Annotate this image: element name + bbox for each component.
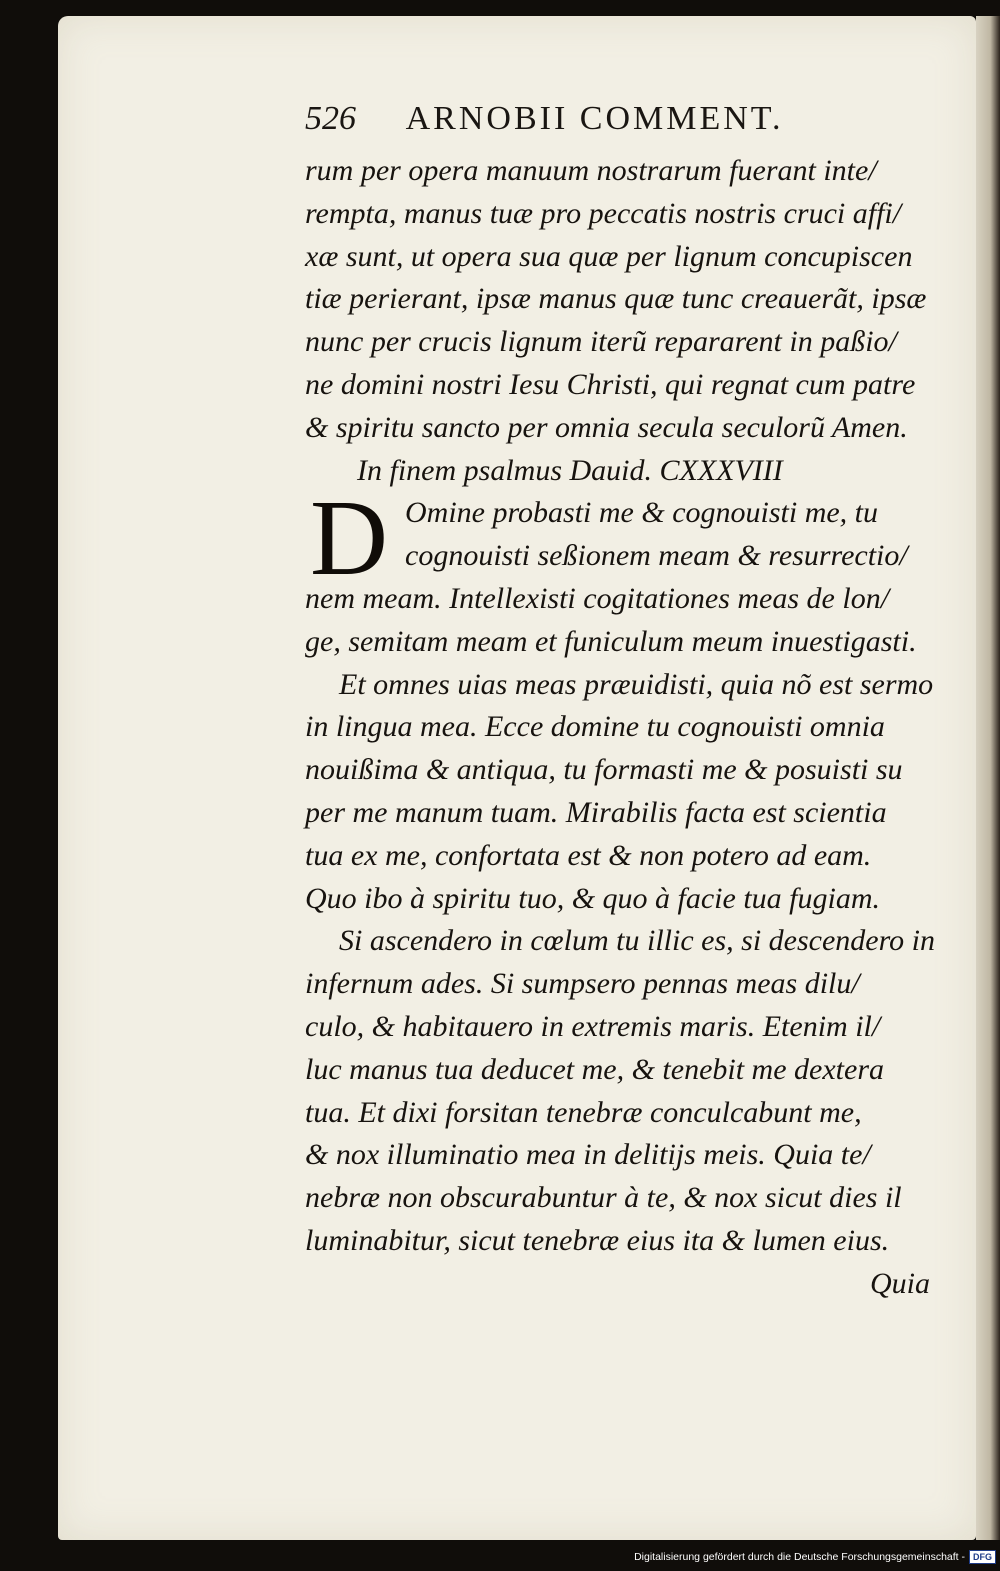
digitization-credit bbox=[634, 1547, 996, 1567]
running-head bbox=[305, 100, 885, 144]
body-text bbox=[305, 150, 945, 1306]
text-line: cognouisti seßionem meam & resurrectio/ bbox=[405, 539, 908, 573]
text-line: nouißima & antiqua, tu formasti me & posuisti su bbox=[305, 753, 903, 787]
text-line: & nox illuminatio mea in delitijs meis. Quia te/ bbox=[305, 1138, 871, 1172]
text-line: xæ sunt, ut opera sua quæ per lignum concupiscen bbox=[305, 239, 913, 273]
text-line: per me manum tuam. Mirabilis facta est scientia bbox=[305, 795, 887, 829]
text-line: in lingua mea. Ecce domine tu cognouisti omnia bbox=[305, 710, 885, 744]
text-line: tua ex me, confortata est & non potero ad eam. bbox=[305, 838, 872, 872]
text-line: luminabitur, sicut tenebræ eius ita & lumen eius. bbox=[305, 1223, 890, 1257]
drop-cap: D bbox=[310, 479, 388, 598]
page-number: 526 bbox=[305, 100, 356, 137]
text-line: culo, & habitauero in extremis maris. Etenim il/ bbox=[305, 1009, 881, 1043]
psalm-heading: In finem psalmus Dauid. CXXXVIII bbox=[357, 453, 783, 487]
text-line: rempta, manus tuæ pro peccatis nostris cruci affi/ bbox=[305, 196, 902, 230]
text-line: ne domini nostri Iesu Christi, qui regnat cum patre bbox=[305, 367, 916, 401]
text-line: infernum ades. Si sumpsero pennas meas dilu/ bbox=[305, 967, 860, 1001]
running-title: ARNOBII COMMENT. bbox=[405, 100, 784, 137]
text-line: Si ascendero in cœlum tu illic es, si descendero in bbox=[339, 924, 936, 958]
dfg-logo: DFG bbox=[969, 1550, 996, 1564]
text-line: Et omnes uias meas præuidisti, quia nõ est sermo bbox=[339, 667, 934, 701]
text-line: rum per opera manuum nostrarum fuerant inte/ bbox=[305, 154, 877, 187]
text-line: & spiritu sancto per omnia secula seculorũ Amen. bbox=[305, 410, 908, 444]
text-line: luc manus tua deducet me, & tenebit me dextera bbox=[305, 1052, 884, 1086]
text-line: tiæ perierant, ipsæ manus quæ tunc creauerãt, ipsæ bbox=[305, 282, 927, 316]
text-line: Omine probasti me & cognouisti me, tu bbox=[405, 496, 879, 530]
text-line: nunc per crucis lignum iterũ repararent in paßio/ bbox=[305, 325, 897, 359]
text-line: Quo ibo à spiritu tuo, & quo à facie tua fugiam. bbox=[305, 881, 880, 915]
text-line: nebræ non obscurabuntur à te, & nox sicut dies il bbox=[305, 1181, 902, 1215]
page-edge bbox=[976, 16, 1000, 1540]
text-line: tua. Et dixi forsitan tenebræ conculcabunt me, bbox=[305, 1095, 862, 1129]
text-line: ge, semitam meam et funiculum meum inuestigasti. bbox=[305, 624, 917, 658]
catchword: Quia bbox=[870, 1266, 930, 1300]
credit-text: Digitalisierung gefördert durch die Deutsche Forschungsgemeinschaft - bbox=[634, 1551, 965, 1563]
text-line: nem meam. Intellexisti cogitationes meas de lon/ bbox=[305, 581, 890, 615]
